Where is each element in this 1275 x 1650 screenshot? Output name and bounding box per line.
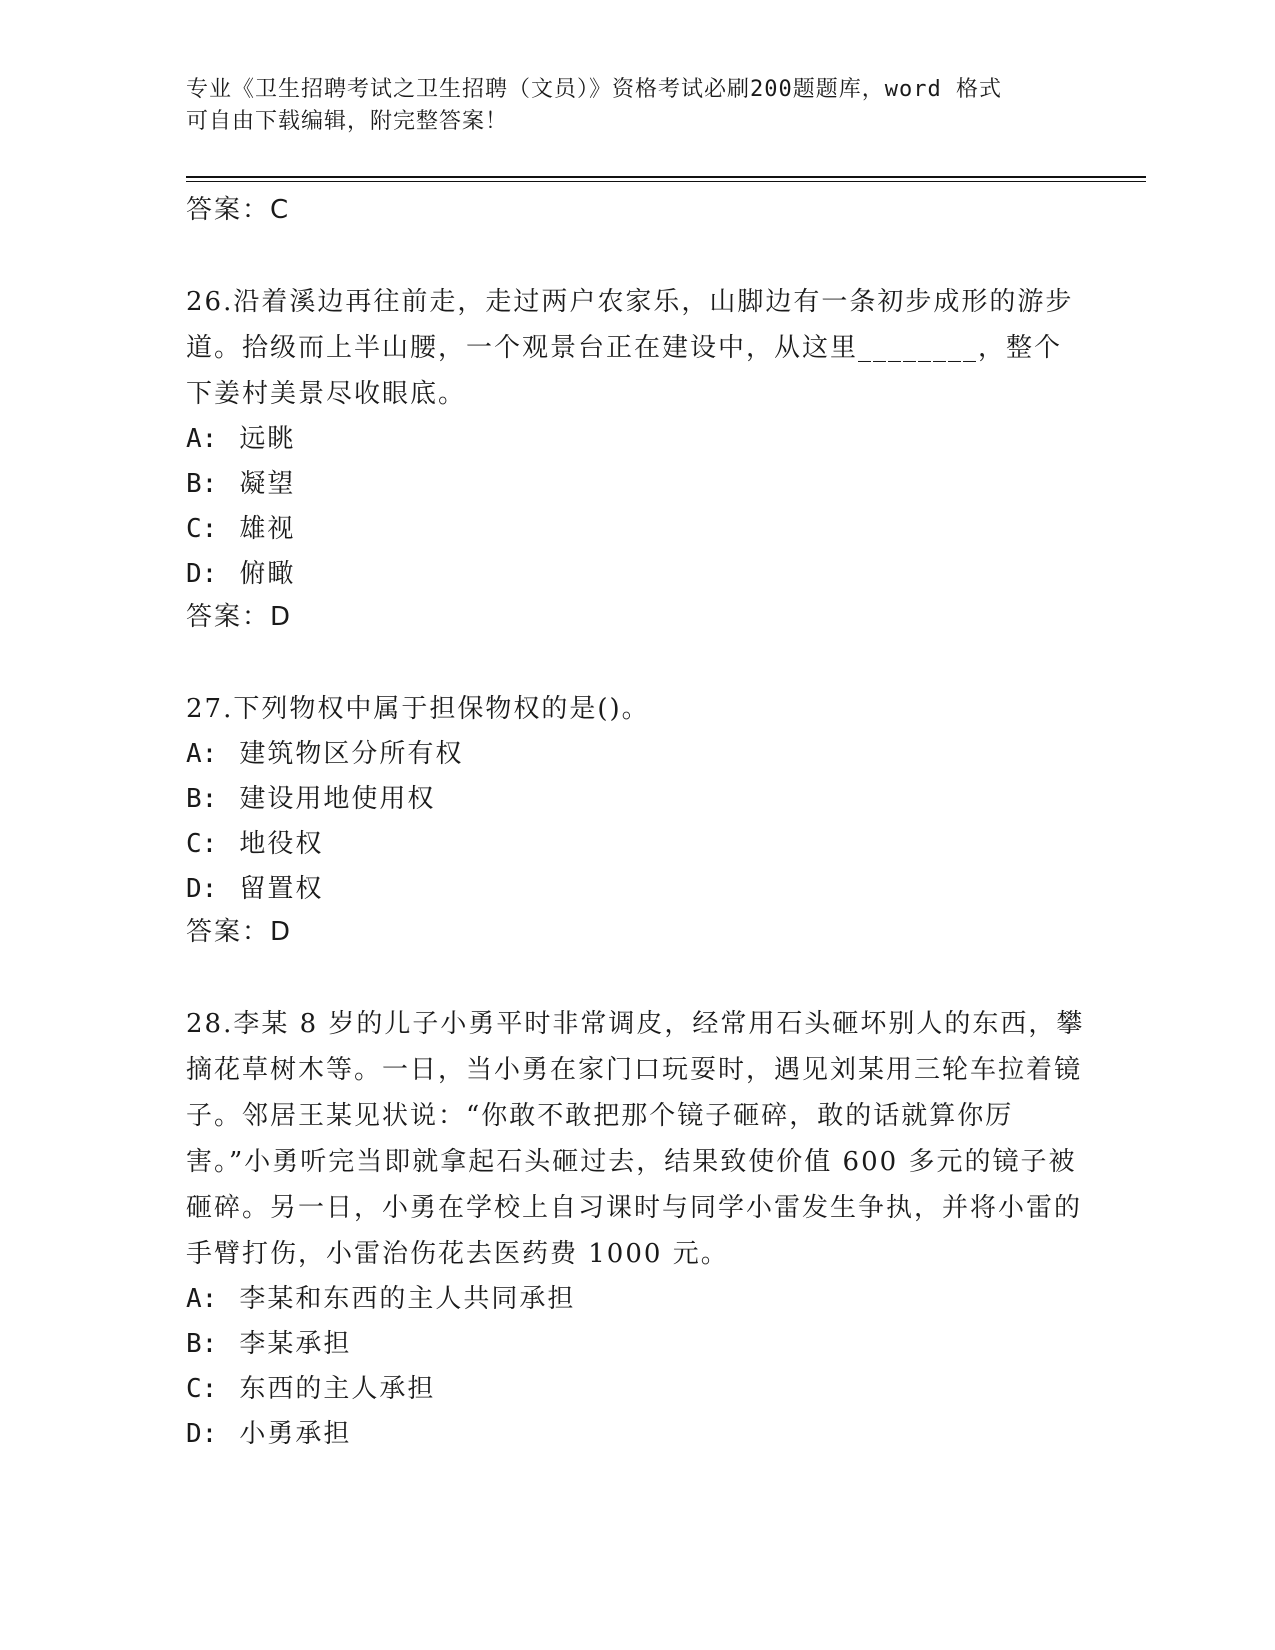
option-letter: C: xyxy=(186,829,218,859)
option-letter: A: xyxy=(186,1284,218,1314)
question-list xyxy=(186,190,1086,1457)
option-text: 地役权 xyxy=(239,829,324,859)
option-text: 雄视 xyxy=(239,514,296,544)
option-b xyxy=(186,777,1086,822)
option-text: 李某承担 xyxy=(239,1329,352,1359)
question-stem: 28.李某 8 岁的儿子小勇平时非常调皮，经常用石头砸坏别人的东西，攀摘花草树木等。一日，当小勇在家门口玩耍时，遇见刘某用三轮车拉着镜子。邻居王某见状说：“你敢不敢把那个镜子砸碎，敢的话就算你厉害。”小勇听完当即就拿起石头砸过去，结果致使价值 600 多元的镜子被砸碎。另一日，小勇在学校上自习课时与同学小雷发生争执，并将小雷的手臂打伤，小雷治伤花去医药费 1000 元。 xyxy=(186,1009,1085,1269)
question-28 xyxy=(186,1001,1086,1457)
option-letter: D: xyxy=(186,874,218,904)
option-letter: B: xyxy=(186,784,218,814)
option-a xyxy=(186,1277,1086,1322)
question-stem: 27.下列物权中属于担保物权的是()。 xyxy=(186,694,650,724)
option-c xyxy=(186,822,1086,867)
answer-line: 答案：D xyxy=(186,917,293,947)
option-text: 俯瞰 xyxy=(239,559,296,589)
option-letter: C: xyxy=(186,514,218,544)
option-text: 东西的主人承担 xyxy=(239,1374,436,1404)
option-a xyxy=(186,732,1086,777)
option-text: 小勇承担 xyxy=(239,1419,352,1449)
option-letter: A: xyxy=(186,424,218,454)
option-letter: B: xyxy=(186,1329,218,1359)
option-c xyxy=(186,1367,1086,1412)
option-d xyxy=(186,1412,1086,1457)
option-text: 建筑物区分所有权 xyxy=(239,739,464,769)
header-line-2: 可自由下载编辑，附完整答案！ xyxy=(186,109,509,134)
option-letter: C: xyxy=(186,1374,218,1404)
option-c xyxy=(186,507,1086,552)
header-rule-thick xyxy=(186,176,1146,178)
header-rule-thin xyxy=(186,181,1146,182)
option-text: 建设用地使用权 xyxy=(239,784,436,814)
option-a xyxy=(186,417,1086,462)
option-text: 远眺 xyxy=(239,424,296,454)
option-text: 凝望 xyxy=(239,469,296,499)
option-b xyxy=(186,1322,1086,1367)
answer-line: 答案：C xyxy=(186,195,291,225)
option-d xyxy=(186,867,1086,912)
option-text: 李某和东西的主人共同承担 xyxy=(239,1284,576,1314)
option-text: 留置权 xyxy=(239,874,324,904)
option-letter: B: xyxy=(186,469,218,499)
option-letter: D: xyxy=(186,559,218,589)
question-stem: 26.沿着溪边再往前走，走过两户农家乐，山脚边有一条初步成形的游步道。拾级而上半山腰，一个观景台正在建设中，从这里________，整个下姜村美景尽收眼底。 xyxy=(186,287,1074,409)
answer-line: 答案：D xyxy=(186,602,293,632)
question-27 xyxy=(186,686,1086,957)
option-d xyxy=(186,552,1086,597)
question-26 xyxy=(186,279,1086,642)
document-header xyxy=(186,74,1066,138)
header-line-1: 专业《卫生招聘考试之卫生招聘（文员）》资格考试必刷200题题库，word 格式 xyxy=(186,77,1002,102)
option-letter: A: xyxy=(186,739,218,769)
option-b xyxy=(186,462,1086,507)
option-letter: D: xyxy=(186,1419,218,1449)
